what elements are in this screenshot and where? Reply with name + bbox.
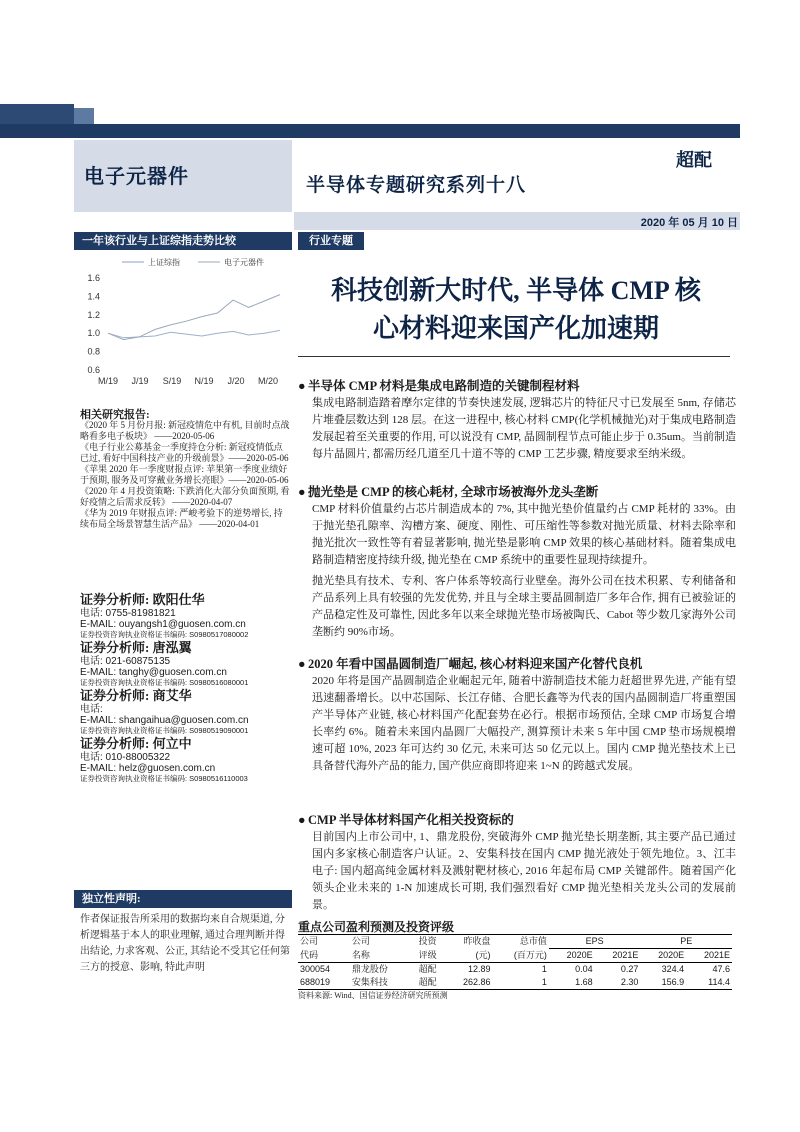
analyst-card xyxy=(80,592,295,639)
section-paragraph: 集成电路制造踏着摩尔定律的节奏快速发展, 逻辑芯片的特征尺寸已发展至 5nm, 存储芯片堆叠层数达到 128 层。在这一进程中, 核心材料 CMP(化学机械抛光)对于集成电路制造发展起着至关重要的作用, 可以说没有 CMP, 晶圆制程节点可能止步于 0.35um。当前制造每片晶圆片, 都需历经几道至几十道不等的 CMP 工艺步骤, 精度要求至纳米级。 xyxy=(312,397,736,460)
bullet-icon: ● xyxy=(298,485,306,499)
table-cell: 156.9 xyxy=(640,976,686,990)
x-tick-label: J/19 xyxy=(131,376,149,386)
related-heading: 相关研究报告: xyxy=(80,409,150,421)
table-cell: 262.86 xyxy=(444,976,492,990)
section-1 xyxy=(298,378,736,467)
table-row xyxy=(298,963,732,977)
related-item[interactable]: 《电子行业公募基金一季度持仓分析: 新冠疫情低点已过, 看好中国科技产业的升级前景》——2020-05-06 xyxy=(80,442,289,463)
table-cell: 324.4 xyxy=(661,964,685,974)
x-tick-label: M/19 xyxy=(97,376,119,386)
analyst-cert: 证券投资咨询执业资格证书编码: S0980516080001 xyxy=(80,678,249,687)
related-item[interactable]: 《2020 年 4 月投资策略: 下跌消化大部分负面预期, 看好疫情之后需求反转》 ——2020-04-07 xyxy=(80,486,290,507)
sector-title: 电子元器件 xyxy=(84,166,189,188)
table-cell: 2.30 xyxy=(595,976,641,990)
analyst-list xyxy=(80,592,295,784)
table-cell: 114.4 xyxy=(686,976,732,990)
independence-text: 作者保证报告所采用的数据均来自合规渠道, 分析逻辑基于本人的职业理解, 通过合理判断并得出结论, 力求客观、公正, 其结论不受其它任何第三方的授意、影响, 特此声明 xyxy=(80,914,290,973)
report-title-line: 心材料迎来国产化加速期 xyxy=(372,314,659,343)
col-header: 评级 xyxy=(411,949,445,963)
section-paragraph: CMP 材料价值量约占芯片制造成本的 7%, 其中抛光垫价值量约占 CMP 耗材的 33%。由于抛光垫孔隙率、沟槽方案、硬度、刚性、可压缩性等参数对抛光质量、材料去除率和抛光批次一致性等有着显著影响, 抛光垫是影响 CMP 效果的核心基础材料。随着集成电路制造精密度持续升级, 抛光垫在 CMP 系统中的重要性显现持续提升。 xyxy=(312,503,736,566)
legend-label-index: 上证综指 xyxy=(148,258,180,267)
y-tick-label: 1.2 xyxy=(87,309,100,320)
section-paragraph: 2020 年将是国产晶圆制造企业崛起元年, 随着中游制造技术能力赶超世界先进, 产能有望迅速翻番增长。以中芯国际、长江存储、合肥长鑫等为代表的国内晶圆制造厂将重塑国产半导体产业链, 核心材料国产化配套势在必行。根据市场预估, 全球 CMP 市场复合增长率约 6%。随着未来国内晶圆厂大幅投产, 测算预计未来 5 年中国 CMP 垫市场规模增速可超 10%, 2023 年可达约 30 亿元, 未来可达 50 亿元以上。国内 CMP 抛光垫技术上已具备替代海外产品的能力, 国产供应商即将迎来 1~N 的跨越式发展。 xyxy=(312,675,736,772)
x-tick-label: N/19 xyxy=(194,376,214,386)
table-cell: 688019 xyxy=(298,976,350,990)
report-title xyxy=(296,272,736,348)
table-cell: 鼎龙股份 xyxy=(351,964,388,974)
analyst-email[interactable]: E-MAIL: ouyangsh1@guosen.com.cn xyxy=(80,619,246,630)
trend-chart xyxy=(74,254,290,390)
col-header: 2021E xyxy=(686,949,732,963)
x-tick-label: S/19 xyxy=(162,376,182,386)
analyst-phone: 电话: 010-88005322 xyxy=(80,752,171,763)
table-cell: 300054 xyxy=(300,964,331,974)
table-cell: 1 xyxy=(492,976,548,990)
y-tick-label: 1.4 xyxy=(87,291,100,302)
table-row xyxy=(298,976,732,990)
related-item[interactable]: 《苹果 2020 年一季度财报点评: 苹果第一季度业绩好于预期, 服务及可穿戴业务增长亮眼》——2020-05-06 xyxy=(80,464,289,485)
col-header: 公司 xyxy=(298,935,350,949)
table-cell: 0.04 xyxy=(575,964,593,974)
table-cell: 安集科技 xyxy=(350,976,411,990)
analyst-email[interactable]: E-MAIL: helz@guosen.com.cn xyxy=(80,763,216,774)
x-tick-label: J/20 xyxy=(227,376,245,386)
y-tick-label: 0.8 xyxy=(87,346,100,357)
analyst-email[interactable]: E-MAIL: shangaihua@guosen.com.cn xyxy=(80,715,249,726)
section-paragraph: 目前国内上市公司中, 1、鼎龙股份, 突破海外 CMP 抛光垫长期垄断, 其主要产品已通过国内多家核心制造客户认证。2、安集科技在国内 CMP 抛光液处于领先地位。3、江丰电子: 国内超高纯金属材料及溅射靶材核心, 2016 年起布局 CMP 关键部件。随着国产化领头企业未来的 1-N 加速成长可期, 我们强烈看好 CMP 抛光垫相关龙头公司的发展前景。 xyxy=(312,831,736,911)
col-header: 总市值 xyxy=(492,935,548,949)
analyst-cert: 证券投资咨询执业资格证书编码: S0980519090001 xyxy=(80,726,249,735)
trend-heading: 一年该行业与上证综指走势比较 xyxy=(74,232,292,250)
analyst-phone: 电话: 021-60875135 xyxy=(80,656,171,667)
analyst-name: 证券分析师: 商艾华 xyxy=(80,688,192,703)
analyst-cert: 证券投资咨询执业资格证书编码: S0980517080002 xyxy=(80,630,249,639)
section-2 xyxy=(298,484,736,645)
section-heading: 半导体 CMP 材料是集成电路制造的关键制程材料 xyxy=(308,379,580,393)
table-cell: 12.89 xyxy=(467,964,491,974)
col-header: 名称 xyxy=(350,949,411,963)
related-list xyxy=(80,420,290,530)
col-header: (百万元) xyxy=(492,949,548,963)
y-tick-label: 1.0 xyxy=(87,328,100,339)
series-title: 半导体专题研究系列十八 xyxy=(306,175,527,196)
col-header: 2020E xyxy=(549,949,595,963)
table-cell: 超配 xyxy=(411,976,445,990)
series-line-index xyxy=(108,330,280,337)
analyst-card xyxy=(80,736,295,783)
table-cell: 超配 xyxy=(418,964,437,974)
section-3 xyxy=(298,656,736,779)
report-tag: 行业专题 xyxy=(298,232,364,250)
table-source: 资料来源: Wind、国信证券经济研究所预测 xyxy=(298,991,448,1000)
col-header: 代码 xyxy=(298,949,350,963)
col-header: 2020E xyxy=(640,949,686,963)
section-4 xyxy=(298,812,736,918)
section-heading: 2020 年看中国晶圆制造厂崛起, 核心材料迎来国产化替代良机 xyxy=(308,657,643,671)
table-cell: 47.6 xyxy=(712,964,730,974)
analyst-name: 证券分析师: 唐泓翼 xyxy=(80,640,192,655)
section-heading: 抛光垫是 CMP 的核心耗材, 全球市场被海外龙头垄断 xyxy=(308,485,599,499)
col-header: 公司 xyxy=(350,935,411,949)
report-date: 2020 年 05 月 10 日 xyxy=(640,217,738,229)
col-header: EPS xyxy=(549,935,641,949)
analyst-cert: 证券投资咨询执业资格证书编码: S0980516110003 xyxy=(80,774,248,783)
col-header: 昨收盘 xyxy=(444,935,492,949)
series-line-sector xyxy=(108,295,280,340)
table-title: 重点公司盈利预测及投资评级 xyxy=(298,920,455,934)
bullet-icon: ● xyxy=(298,379,306,393)
section-paragraph: 抛光垫具有技术、专利、客户体系等较高行业壁垒。海外公司在技术积累、专利储备和产品系列上具有较强的先发优势, 并且与全球主要晶圆制造厂多年合作, 拥有已被验证的产品稳定性及可靠性, 因此多年以来全球抛光垫市场被陶氏、Cabot 等少数几家海外公司垄断约 90%市场。 xyxy=(312,575,736,638)
legend-label-sector: 电子元器件 xyxy=(224,258,264,267)
col-header: (元) xyxy=(444,949,492,963)
bullet-icon: ● xyxy=(298,813,306,827)
table-cell: 1 xyxy=(541,964,547,974)
analyst-card xyxy=(80,640,295,687)
report-title-line: 科技创新大时代, 半导体 CMP 核 xyxy=(331,276,701,305)
analyst-phone: 电话: 0755-81981821 xyxy=(80,608,176,619)
col-header: 投资 xyxy=(411,935,445,949)
analyst-card xyxy=(80,688,295,735)
x-tick-label: M/20 xyxy=(257,376,279,386)
table-cell: 0.27 xyxy=(620,964,639,974)
analyst-name: 证券分析师: 何立中 xyxy=(80,736,192,751)
independence-heading: 独立性声明: xyxy=(74,890,292,908)
col-header: 2021E xyxy=(595,949,641,963)
table-cell: 1.68 xyxy=(549,976,595,990)
header-bar xyxy=(0,124,740,138)
rating-badge: 超配 xyxy=(676,150,712,170)
forecast-table xyxy=(298,934,732,990)
col-header: PE xyxy=(640,935,732,949)
section-heading: CMP 半导体材料国产化相关投资标的 xyxy=(308,813,514,827)
related-item[interactable]: 《2020 年 5 月份月报: 新冠疫情危中有机, 目前时点战略看多电子板块》 ——2020-05-06 xyxy=(80,420,290,441)
analyst-email[interactable]: E-MAIL: tanghy@guosen.com.cn xyxy=(80,667,227,678)
analyst-phone: 电话: xyxy=(80,704,103,715)
y-tick-label: 1.6 xyxy=(87,273,100,283)
analyst-name: 证券分析师: 欧阳仕华 xyxy=(80,592,205,607)
y-tick-label: 0.6 xyxy=(87,365,100,375)
related-item[interactable]: 《华为 2019 年财报点评: 严峻考验下的逆势增长, 持续布局全场景智慧生活产品》 ——2020-04-01 xyxy=(80,508,283,529)
title-divider xyxy=(298,356,730,357)
bullet-icon: ● xyxy=(298,657,306,671)
